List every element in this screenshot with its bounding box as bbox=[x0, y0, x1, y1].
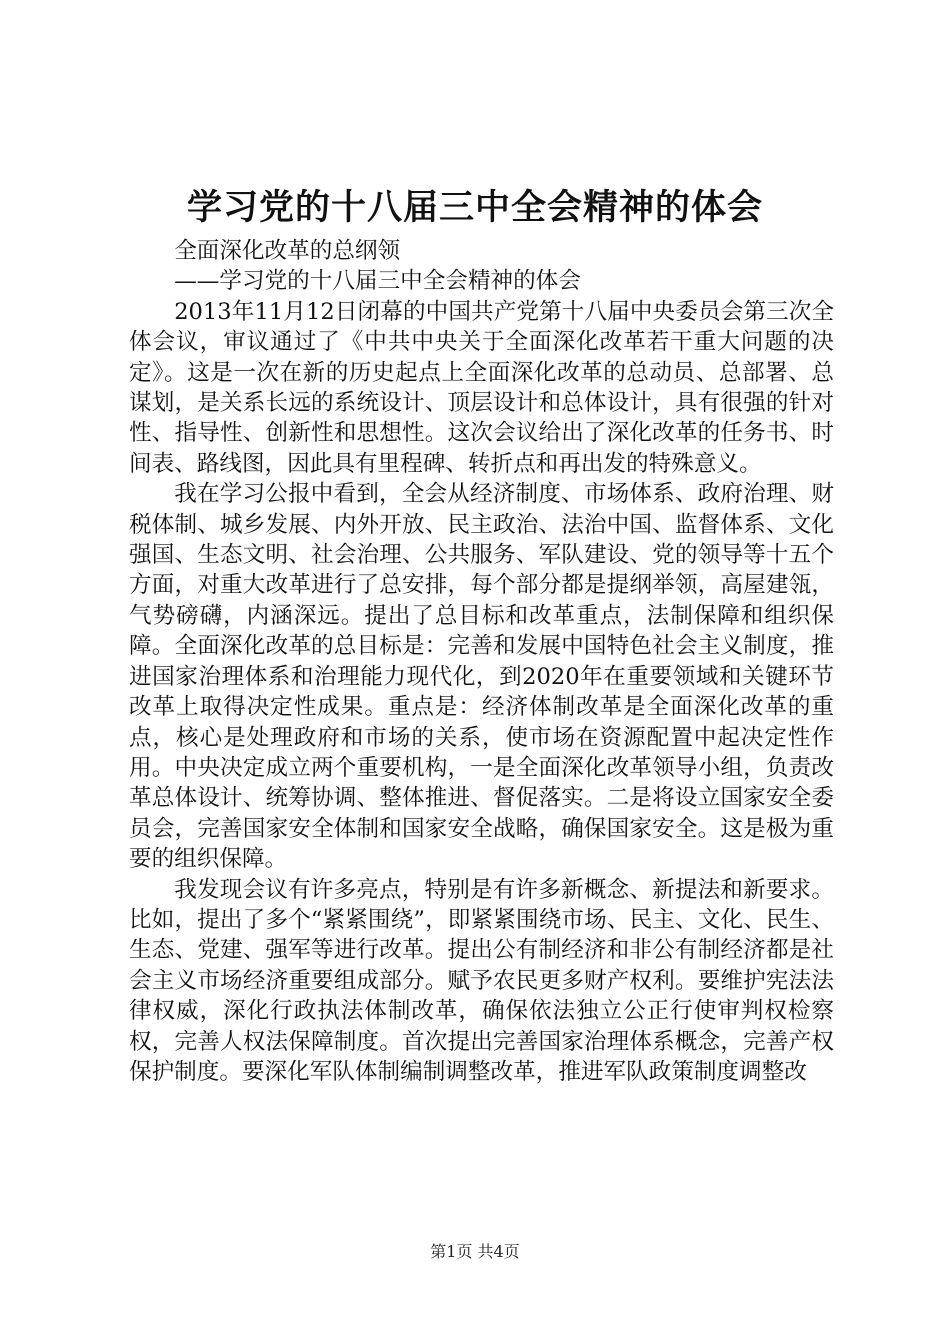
body-paragraph: 我发现会议有许多亮点，特别是有许多新概念、新提法和新要求。比如，提出了多个“紧紧围绕”，即紧紧围绕市场、民主、文化、民生、生态、党建、强军等进行改革。提出公有制经济和非公有制经济都是社会主义市场经济重要组成部分。赋予农民更多财产权利。要维护宪法法律权威，深化行政执法体制改革，确保依法独立公正行使审判权检察权，完善人权法保障制度。首次提出完善国家治理体系概念，完善产权保护制度。要深化军队体制编制调整改革，推进军队政策制度调整改 bbox=[129, 876, 834, 1085]
body-paragraph: 2013年11月12日闭幕的中国共产党第十八届中央委员会第三次全体会议，审议通过了《中共中央关于全面深化改革若干重大问题的决定》。这是一次在新的历史起点上全面深化改革的总动员、总部署、总谋划，是关系长远的系统设计、顶层设计和总体设计，具有很强的针对性、指导性、创新性和思想性。这次会议给出了深化改革的任务书、时间表、路线图，因此具有里程碑、转折点和再出发的特殊意义。 bbox=[129, 298, 834, 477]
subtitle-line: 全面深化改革的总纲领 bbox=[174, 238, 401, 264]
subtitle-line: ——学习党的十八届三中全会精神的体会 bbox=[174, 268, 581, 295]
document-body bbox=[129, 236, 834, 1087]
page-footer: 第1页 共4页 bbox=[430, 1242, 520, 1261]
body-paragraph: 我在学习公报中看到，全会从经济制度、市场体系、政府治理、财税体制、城乡发展、内外开放、民主政治、法治中国、监督体系、文化强国、生态文明、社会治理、公共服务、军队建设、党的领导等十五个方面，对重大改革进行了总安排，每个部分都是提纲举领，高屋建瓴，气势磅礴，内涵深远。提出了总目标和改革重点，法制保障和组织保障。全面深化改革的总目标是：完善和发展中国特色社会主义制度，推进国家治理体系和治理能力现代化，到2020年在重要领域和关键环节改革上取得决定性成果。重点是：经济体制改革是全面深化改革的重点，核心是处理政府和市场的关系，使市场在资源配置中起决定性作用。中央决定成立两个重要机构，一是全面深化改革领导小组，负责改革总体设计、统筹协调、整体推进、督促落实。二是将设立国家安全委员会，完善国家安全体制和国家安全战略，确保国家安全。这是极为重要的组织保障。 bbox=[129, 481, 834, 873]
document-title: 学习党的十八届三中全会精神的体会 bbox=[186, 187, 763, 228]
